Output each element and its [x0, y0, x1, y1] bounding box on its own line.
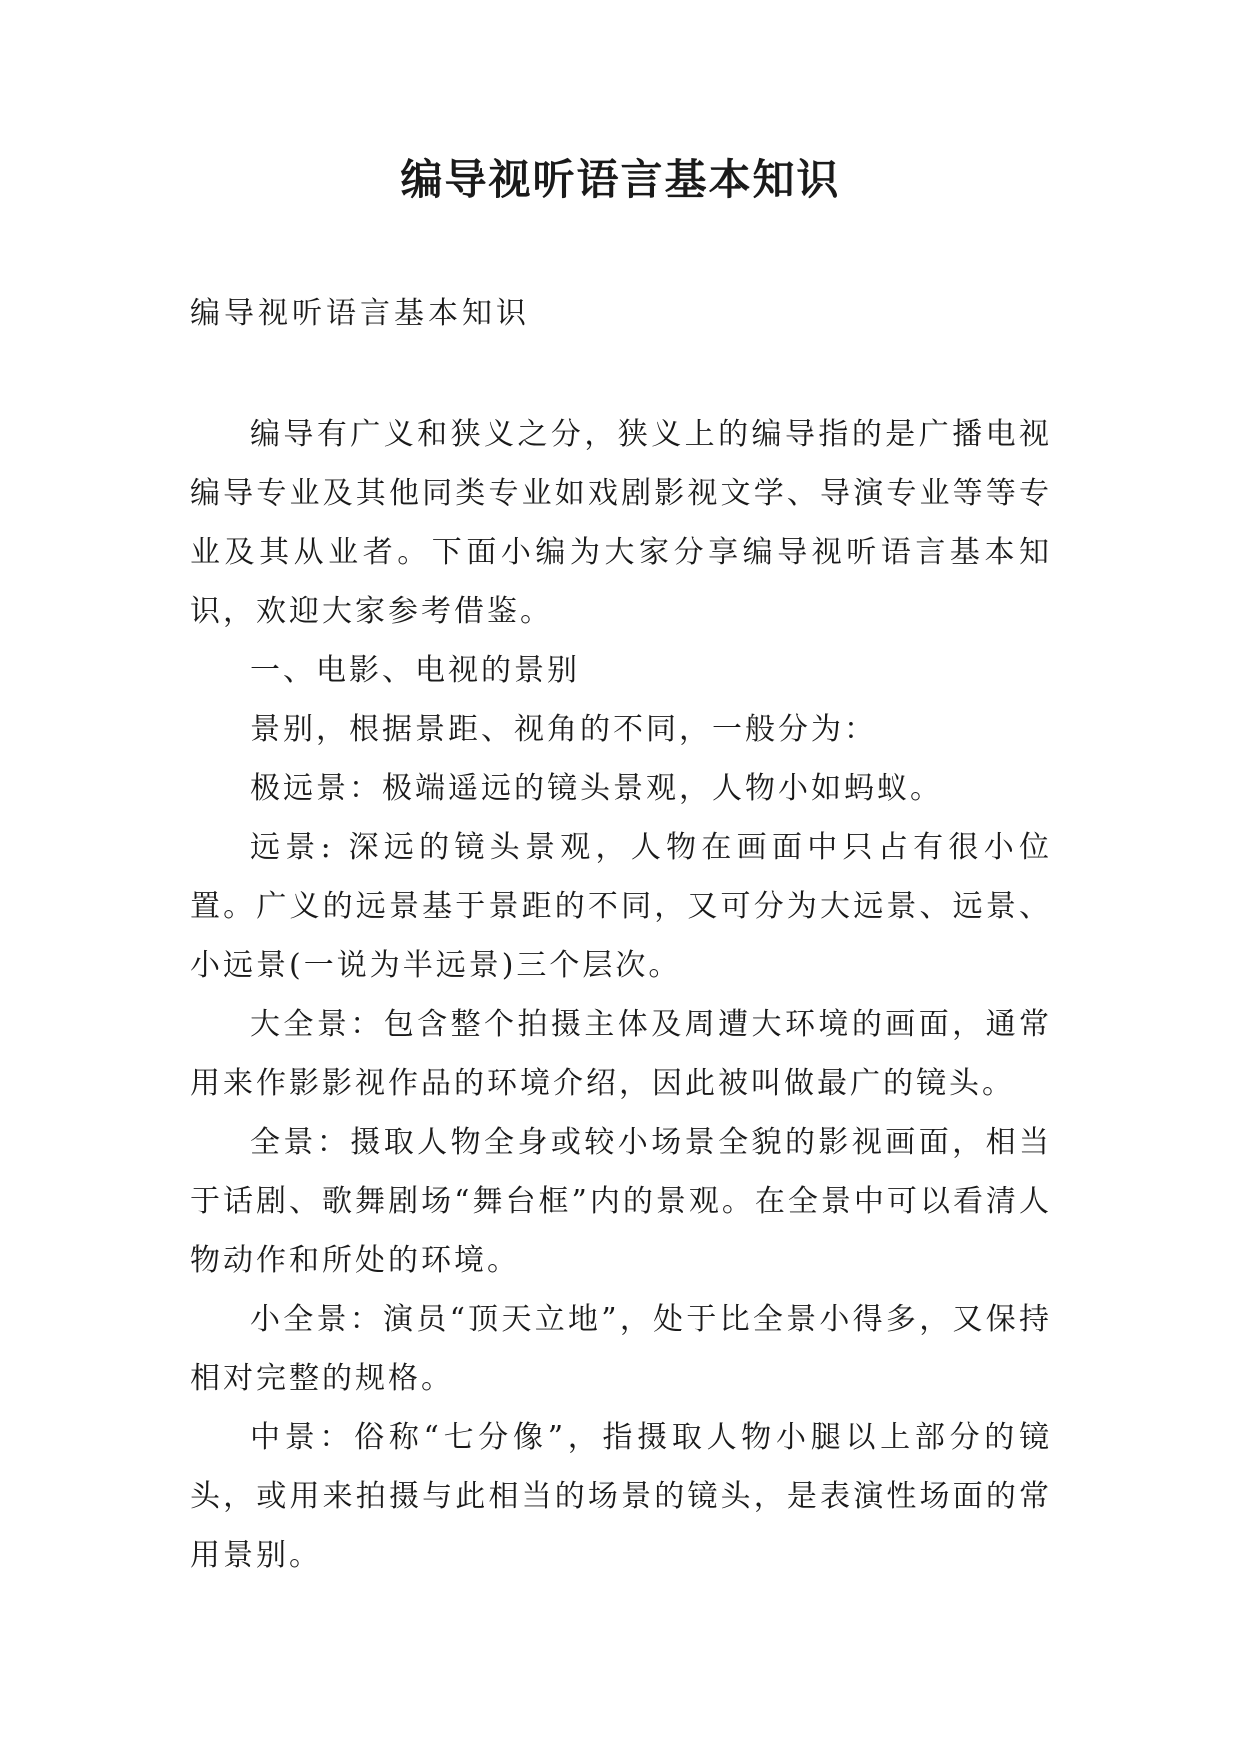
paragraph-full-shot: 全景：摄取人物全身或较小场景全貌的影视画面，相当于话剧、歌舞剧场“舞台框”内的景观。在全景中可以看清人物动作和所处的环境。 [190, 1125, 1052, 1278]
document-title: 编导视听语言基本知识 [400, 155, 841, 204]
document-subtitle: 编导视听语言基本知识 [190, 296, 530, 331]
paragraph-intro: 编导有广义和狭义之分，狭义上的编导指的是广播电视编导专业及其他同类专业如戏剧影视文学、导演专业等等专业及其从业者。下面小编为大家分享编导视听语言基本知识，欢迎大家参考借鉴。 [190, 417, 1052, 629]
section-heading: 一、电影、电视的景别 [250, 653, 580, 688]
paragraph-medium-shot: 中景：俗称“七分像”，指摄取人物小腿以上部分的镜头，或用来拍摄与此相当的场景的镜头，是表演性场面的常用景别。 [190, 1420, 1052, 1573]
paragraph-long-shot: 远景: 深远的镜头景观，人物在画面中只占有很小位置。广义的远景基于景距的不同，又可分为大远景、远景、小远景(一说为半远景)三个层次。 [190, 830, 1052, 983]
paragraph-establishing-shot: 大全景：包含整个拍摄主体及周遭大环境的画面，通常用来作影影视作品的环境介绍，因此被叫做最广的镜头。 [190, 1007, 1052, 1101]
paragraph-extreme-long-shot: 极远景：极端遥远的镜头景观，人物小如蚂蚁。 [250, 771, 943, 806]
paragraph-small-full-shot: 小全景：演员“顶天立地”，处于比全景小得多，又保持相对完整的规格。 [190, 1302, 1052, 1396]
document-body [190, 405, 1052, 1585]
paragraph-shot-sizes: 景别，根据景距、视角的不同，一般分为： [250, 712, 877, 747]
